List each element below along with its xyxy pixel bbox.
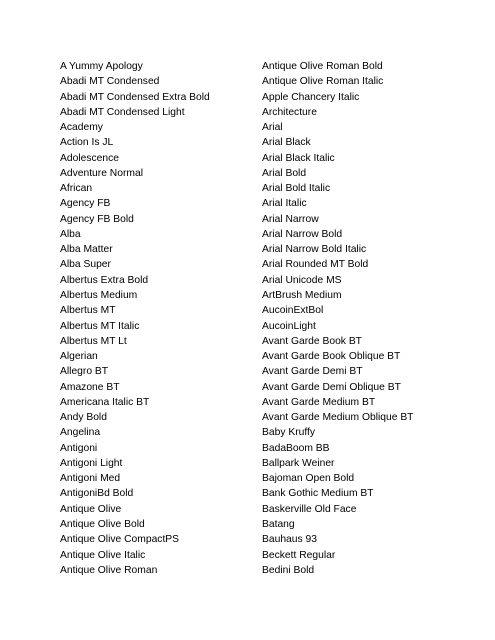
font-name-item: Algerian <box>60 351 98 363</box>
font-name-item: Arial Narrow Bold <box>262 228 343 240</box>
font-name-item: Bajoman Open Bold <box>262 473 355 485</box>
font-name-item: Arial Rounded MT Bold <box>262 259 369 271</box>
font-name-item: African <box>60 183 93 195</box>
font-name-item: Arial <box>262 122 283 134</box>
font-name-item: Antique Olive CompactPS <box>60 534 180 546</box>
font-name-item: Albertus MT Lt <box>60 335 127 347</box>
font-name-item: Avant Garde Book BT <box>262 335 362 347</box>
font-name-item: Antigoni Light <box>60 457 123 469</box>
font-name-item: Andy Bold <box>60 412 107 424</box>
font-name-item: Agency FB Bold <box>60 213 134 225</box>
font-name-item: A Yummy Apology <box>60 61 143 72</box>
font-name-item: Bank Gothic Medium BT <box>262 488 374 500</box>
font-list-left-column <box>60 59 245 578</box>
font-name-item: Avant Garde Demi BT <box>262 366 363 378</box>
font-name-item: Beckett Regular <box>262 549 336 561</box>
font-name-item: Arial Bold <box>262 167 307 179</box>
font-name-item: Action Is JL <box>60 137 114 149</box>
font-name-item: Baby Kruffy <box>262 427 316 439</box>
font-name-item: Agency FB <box>60 198 111 210</box>
font-name-item: Arial Black <box>262 137 311 149</box>
font-name-item: Antigoni Med <box>60 473 121 485</box>
font-name-item: Avant Garde Medium Oblique BT <box>262 412 414 424</box>
font-name-item: Alba Matter <box>60 244 113 256</box>
font-name-item: Arial Black Italic <box>262 152 335 164</box>
font-name-item: Academy <box>60 122 103 134</box>
font-name-item: Baskerville Old Face <box>262 503 357 515</box>
font-name-item: Americana Italic BT <box>60 396 150 408</box>
font-name-item: Angelina <box>60 427 101 439</box>
font-name-item: Avant Garde Medium BT <box>262 396 376 408</box>
font-name-item: Antigoni <box>60 442 98 454</box>
font-list-right-column <box>262 59 487 578</box>
font-name-item: BadaBoom BB <box>262 442 330 454</box>
font-name-item: Alba <box>60 228 81 240</box>
font-name-item: AntigoniBd Bold <box>60 488 134 500</box>
font-name-item: Abadi MT Condensed Light <box>60 106 185 118</box>
font-name-item: Antique Olive <box>60 503 122 515</box>
font-name-item: Adventure Normal <box>60 167 143 179</box>
font-name-item: Bauhaus 93 <box>262 534 317 546</box>
font-name-item: Avant Garde Demi Oblique BT <box>262 381 401 393</box>
font-name-item: Adolescence <box>60 152 119 164</box>
font-name-item: Arial Narrow Bold Italic <box>262 244 367 256</box>
font-name-item: AucoinExtBol <box>262 305 324 317</box>
font-name-item: Alba Super <box>60 259 111 271</box>
font-name-item: Antique Olive Roman Bold <box>262 61 383 72</box>
font-name-item: Albertus MT <box>60 305 116 317</box>
font-name-item: Antique Olive Roman Italic <box>262 76 384 88</box>
font-name-item: Arial Bold Italic <box>262 183 331 195</box>
font-name-item: Arial Unicode MS <box>262 274 342 286</box>
font-name-item: Antique Olive Roman <box>60 564 158 576</box>
font-name-item: Apple Chancery Italic <box>262 91 360 103</box>
font-name-item: Arial Narrow <box>262 213 319 225</box>
font-name-item: Ballpark Weiner <box>262 457 335 469</box>
font-name-item: Bedini Bold <box>262 564 315 576</box>
font-name-item: Allegro BT <box>60 366 109 378</box>
font-name-item: Antique Olive Bold <box>60 518 145 530</box>
font-name-item: Antique Olive Italic <box>60 549 146 561</box>
font-name-item: Albertus Extra Bold <box>60 274 149 286</box>
font-name-item: Albertus MT Italic <box>60 320 140 332</box>
font-name-item: AucoinLight <box>262 320 316 332</box>
font-name-item: ArtBrush Medium <box>262 289 342 301</box>
font-name-item: Albertus Medium <box>60 289 138 301</box>
font-name-item: Architecture <box>262 106 317 118</box>
font-name-item: Abadi MT Condensed Extra Bold <box>60 91 210 103</box>
font-name-item: Avant Garde Book Oblique BT <box>262 351 401 363</box>
font-name-item: Arial Italic <box>262 198 307 210</box>
font-name-item: Abadi MT Condensed <box>60 76 160 88</box>
font-name-item: Batang <box>262 518 295 530</box>
font-name-item: Amazone BT <box>60 381 120 393</box>
